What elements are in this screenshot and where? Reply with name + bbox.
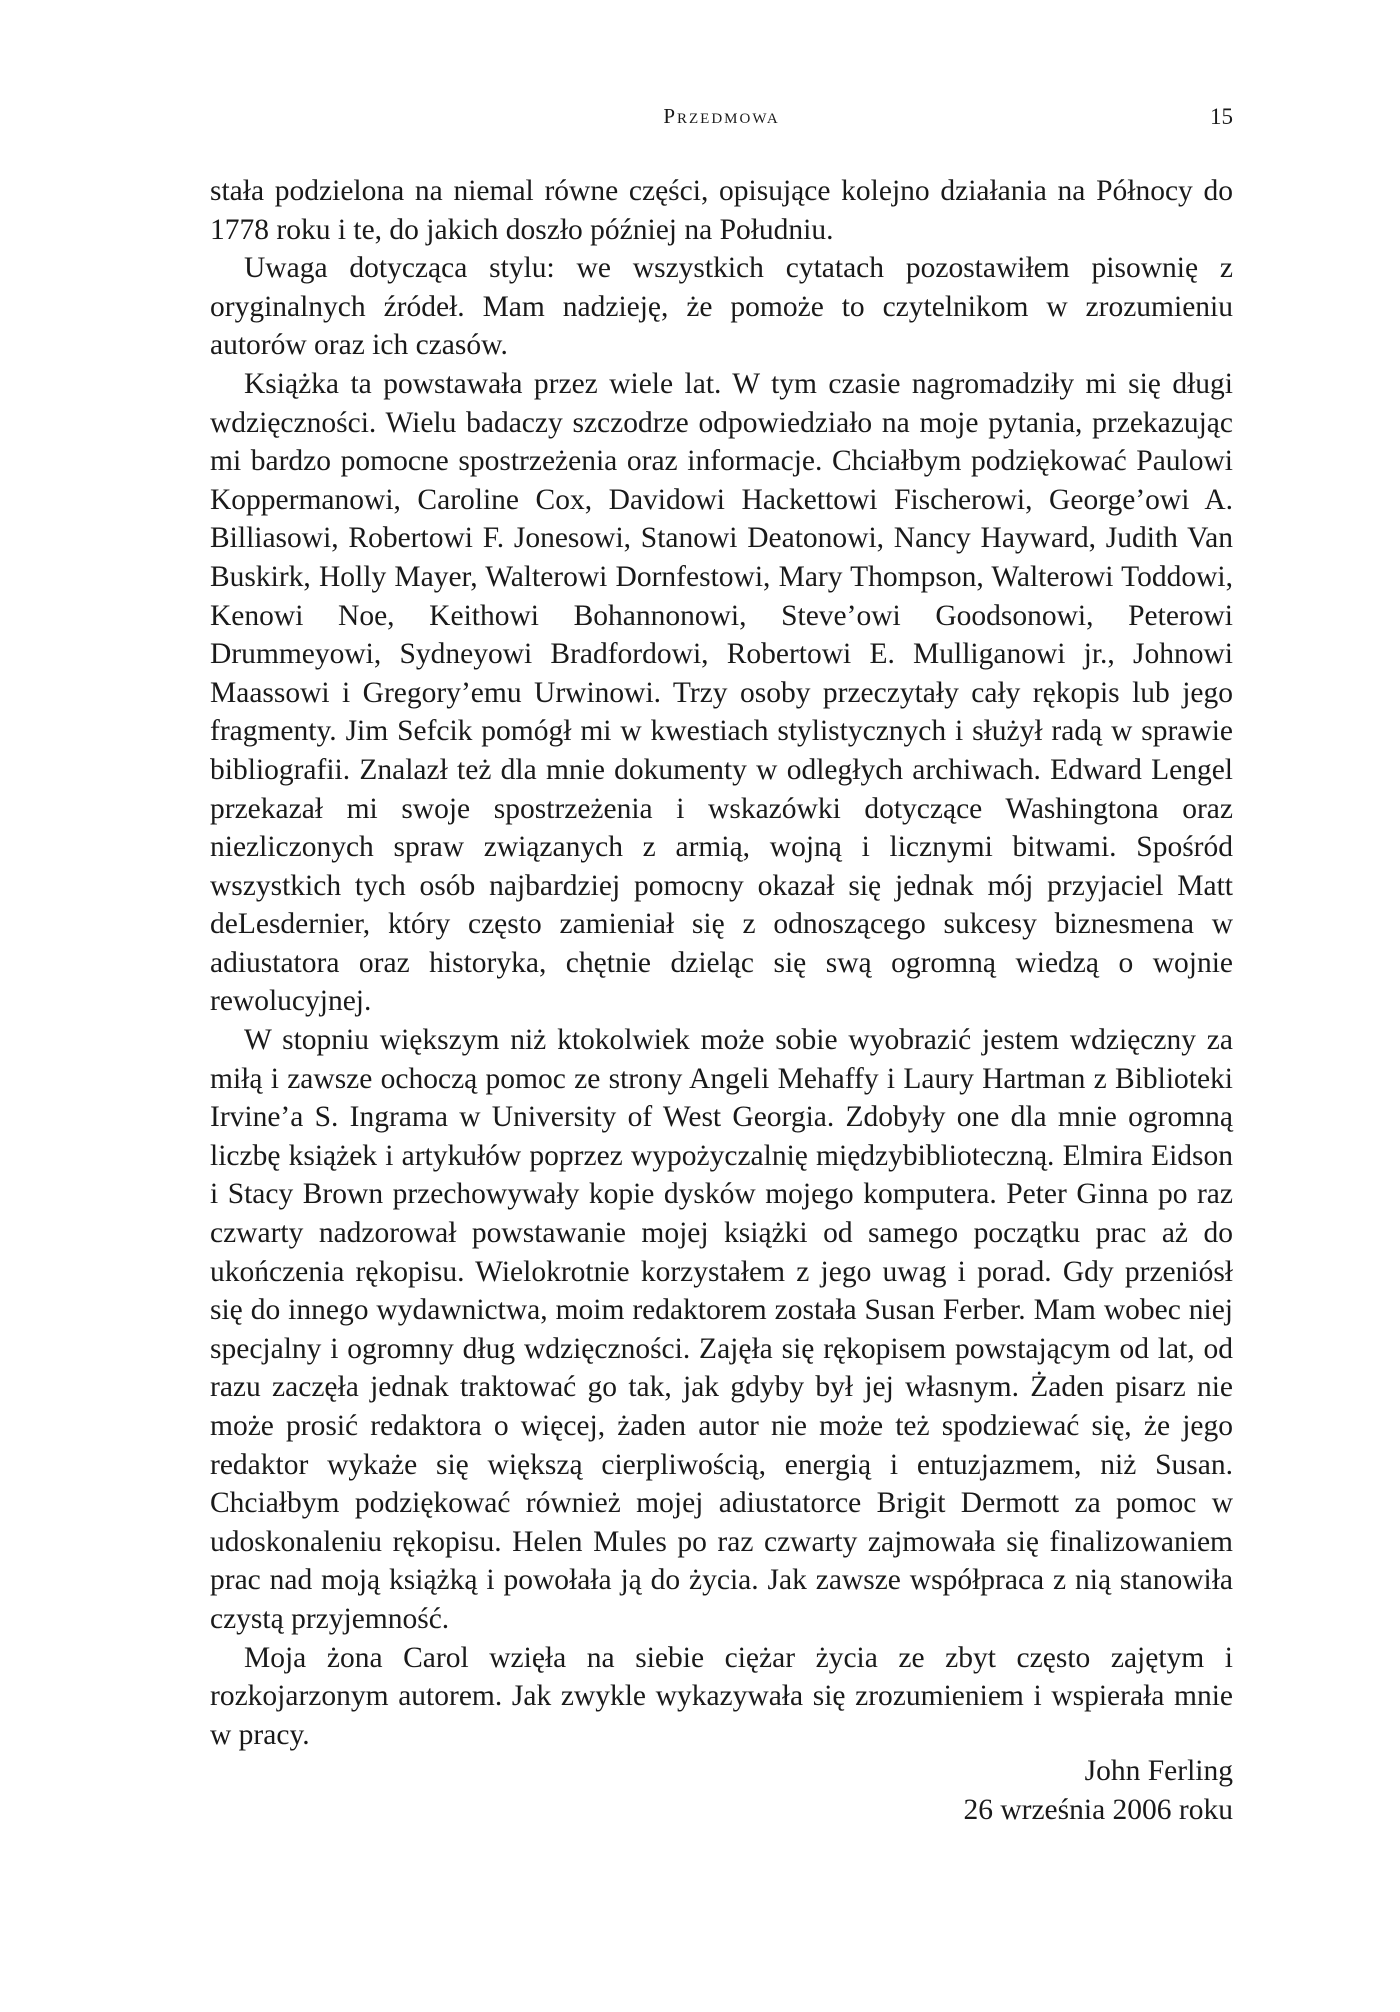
paragraph-continuation: stała podzielona na niemal równe części, opisujące kolejno działania na Północy do 1778 roku i te, do jakich doszło później na Południu. [210,175,1233,246]
running-head [210,104,1233,134]
paragraph-style-note: Uwaga dotycząca stylu: we wszystkich cytatach pozostawiłem pisownię z oryginalnych źródeł. Mam nadzieję, że pomoże to czytelnikom w zrozumieniu autorów oraz ich czasów. [210,252,1233,362]
paragraph-acknowledgements-scholars: Książka ta powstawała przez wiele lat. W tym czasie nagromadziły mi się długi wdzięczności. Wielu badaczy szczodrze odpowiedziało na moje pytania, przekazując mi bardzo pomocne spostrzeżenia oraz informacje. Chciałbym podziękować Paulowi Koppermanowi, Caroline Cox, Davidowi Hackettowi Fischerowi, George’owi A. Billiasowi, Robertowi F. Jonesowi, Stanowi Deatonowi, Nancy Hayward, Judith Van Buskirk, Holly Mayer, Walterowi Dornfestowi, Mary Thompson, Walterowi Toddowi, Kenowi Noe, Keithowi Bohannonowi, Steve’owi Goodsonowi, Peterowi Drummeyowi, Sydneyowi Bradfordowi, Robertowi E. Mulliganowi jr., Johnowi Maassowi i Gregory’emu Urwinowi. Trzy osoby przeczytały cały rękopis lub jego fragmenty. Jim Sefcik pomógł mi w kwestiach stylistycznych i służył radą w sprawie bibliografii. Znalazł też dla mnie dokumenty w odległych archiwach. Edward Lengel przekazał mi swoje spostrzeżenia i wskazówki dotyczące Washingtona oraz niezliczonych spraw związanych z armią, wojną i licznymi bitwami. Spośród wszystkich tych osób najbardziej pomocny okazał się jednak mój przyjaciel Matt deLesdernier, który często zamieniał się z odnoszącego sukcesy biznesmena w adiustatora oraz historyka, chętnie dzieląc się swą ogromną wiedzą o wojnie rewolucyjnej. [210,367,1233,1018]
signature-block [210,1752,1233,1829]
author-name: John Ferling [1084,1755,1233,1787]
body-text [210,172,1233,1754]
paragraph-acknowledgements-wife: Moja żona Carol wzięła na siebie ciężar życia ze zbyt często zajętym i rozkojarzonym autorem. Jak zwykle wykazywała się zrozumieniem i wspierała mnie w pracy. [210,1641,1233,1751]
signature-date: 26 września 2006 roku [963,1793,1233,1826]
running-title: Przedmowa [663,104,780,128]
paragraph-acknowledgements-library-editors: W stopniu większym niż ktokolwiek może sobie wyobrazić jestem wdzięczny za miłą i zawsze ochoczą pomoc ze strony Angeli Mehaffy i Laury Hartman z Biblioteki Irvine’a S. Ingrama w University of West Georgia. Zdobyły one dla mnie ogromną liczbę książek i artykułów poprzez wypożyczalnię międzybiblioteczną. Elmira Eidson i Stacy Brown przechowywały kopie dysków mojego komputera. Peter Ginna po raz czwarty nadzorował powstawanie mojej książki od samego początku prac aż do ukończenia rękopisu. Wielokrotnie korzystałem z jego uwag i porad. Gdy przeniósł się do innego wydawnictwa, moim redaktorem została Susan Ferber. Mam wobec niej specjalny i ogromny dług wdzięczności. Zajęła się rękopisem powstającym od lat, od razu zaczęła jednak traktować go tak, jak gdyby był jej własnym. Żaden pisarz nie może prosić redaktora o więcej, żaden autor nie może też spodziewać się, że jego redaktor wykaże się większą cierpliwością, energią i entuzjazmem, niż Susan. Chciałbym podziękować również mojej adiustatorce Brigit Dermott za pomoc w udoskonaleniu rękopisu. Helen Mules po raz czwarty zajmowała się finalizowaniem prac nad moją książką i powołała ją do życia. Jak zawsze współpraca z nią stanowiła czystą przyjemność. [210,1024,1233,1635]
page-number: 15 [1210,104,1233,129]
